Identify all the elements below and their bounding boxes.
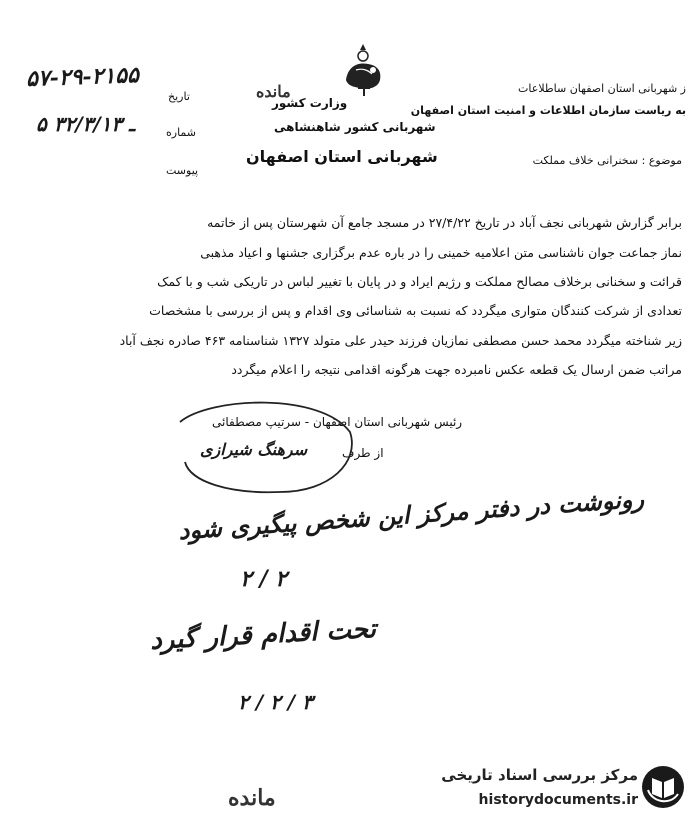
subject-row: موضوع : سخنرانی خلاف مملکت: [532, 154, 682, 167]
org-line-1: ز شهربانی استان اصفهان ساطلاعات: [518, 82, 686, 95]
date-label: تاریخ: [168, 90, 190, 103]
org-line-2: به ریاست سازمان اطلاعات و امنیت استان اصفهان: [410, 104, 686, 117]
number-label: شماره: [166, 126, 197, 139]
book-arc-logo-icon: [640, 764, 686, 810]
handwritten-note-4: ۲ / ۲ / ۳: [238, 690, 313, 714]
body-line-3: قرائت و سخنانی برخلاف مصالح مملکت و رژیم ایراد و در پایان با تغییر لباس در تاریکی شب و با کمک: [157, 274, 682, 289]
signature-name: سرتیپ مصطفائی: [212, 415, 301, 429]
signature-block: رئیس شهربانی استان اصفهان - سرتیپ مصطفائی: [212, 415, 463, 429]
body-line-5: زیر شناخته میگردد محمد حسن مصطفی نمازیان فرزند حیدر علی متولد ۱۳۲۷ شناسنامه ۴۶۳ صادره نجف آباد: [119, 333, 682, 348]
body-line-2: نماز جماعت جوان ناشناسی متن اعلامیه خمینی را در باره عدم برگزاری جشنها و اعیاد مذهبی: [200, 245, 682, 260]
police-province-label: شهربانی استان اصفهان: [246, 147, 438, 166]
number-value: ۵ ـ ۳۲/۳/۱۳: [36, 112, 135, 136]
body-line-6: مراتب ضمن ارسال یک قطعه عکس نامبرده جهت هرگونه اقدامی نتیجه را اعلام میگردد: [231, 362, 682, 377]
date-value: ۵۷-۲۹-۲۱۵۵: [25, 62, 140, 92]
watermark-title: مرکز بررسی اسناد تاریخی: [441, 766, 638, 784]
body-line-1: برابر گزارش شهربانی نجف آباد در تاریخ ۲۷/۴/۲۲ در مسجد جامع آن شهرستان پس از خاتمه: [207, 215, 682, 230]
footer-stamp: مانده: [228, 785, 276, 811]
police-national-label: شهربانی کشور شاهنشاهی: [274, 120, 436, 134]
ministry-label: وزارت کشور: [272, 96, 348, 110]
on-behalf-label: از طرف: [342, 446, 384, 460]
signature-loop: [170, 392, 360, 502]
lion-and-sun-emblem-icon: [338, 40, 388, 100]
handwritten-note-1: رونوشت در دفتر مرکز این شخص پیگیری شود: [177, 483, 645, 546]
body-line-4: تعدادی از شرکت کنندگان متواری میگردد که نسبت به شناسائی وی اقدام و پس از بررسی با مشخصات: [149, 303, 682, 318]
handwritten-note-3: تحت اقدام قرار گیرد: [149, 614, 377, 656]
signature-title: رئیس شهربانی استان اصفهان: [312, 415, 463, 429]
handwritten-note-2: ۲ / ۲: [240, 566, 287, 592]
subject-label: موضوع: [648, 154, 682, 167]
top-stamp: مانده: [256, 82, 291, 101]
watermark: [400, 760, 690, 818]
signer-name: سرهنگ شیرازی: [200, 440, 308, 459]
watermark-url: historydocuments.ir: [478, 792, 638, 808]
subject-value: سخنرانی خلاف مملکت: [532, 154, 639, 167]
attachment-label: پیوست: [166, 164, 199, 177]
